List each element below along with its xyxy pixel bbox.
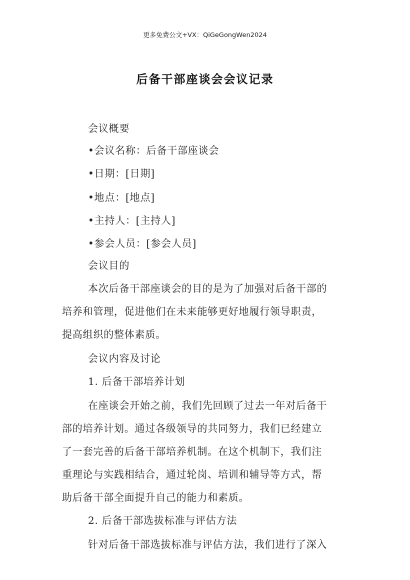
item1-line: 重理论与实践相结合，通过轮岗、培训和辅导等方式，帮 <box>62 470 322 481</box>
item2-line: 针对后备干部选拔标准与评估方法，我们进行了深入 <box>88 540 328 551</box>
content-heading: 会议内容及讨论 <box>88 354 161 365</box>
item1-line: 部的培养计划。通过各级领导的共同努力，我们已经建立 <box>62 424 322 435</box>
item1-line: 助后备干部全面提升自己的能力和素质。 <box>62 493 250 504</box>
bullet-attendees: •参会人员：[参会人员] <box>88 239 197 250</box>
overview-heading: 会议概要 <box>88 124 130 135</box>
item2-heading: 2. 后备干部选拔标准与评估方法 <box>88 516 238 527</box>
item1-heading: 1. 后备干部培养计划 <box>88 377 186 388</box>
purpose-line: 本次后备干部座谈会的目的是为了加强对后备干部的 <box>88 284 328 295</box>
bullet-host: •主持人：[主持人] <box>88 216 176 227</box>
bullet-location: •地点：[地点] <box>88 193 155 204</box>
purpose-heading: 会议目的 <box>88 261 130 272</box>
purpose-line: 提高组织的整体素质。 <box>62 330 166 341</box>
bullet-meeting-name: •会议名称：后备干部座谈会 <box>88 146 220 157</box>
document-title: 后备干部座谈会会议记录 <box>136 72 274 86</box>
header-note: 更多免费公文+VX：QiGeGongWen2024 <box>143 31 267 39</box>
bullet-date: •日期：[日期] <box>88 169 155 180</box>
item1-line: 了一套完善的后备干部培养机制。在这个机制下，我们注 <box>62 447 322 458</box>
purpose-line: 培养和管理，促进他们在未来能够更好地履行领导职责， <box>62 307 322 318</box>
item1-line: 在座谈会开始之前，我们先回顾了过去一年对后备干 <box>88 401 328 412</box>
